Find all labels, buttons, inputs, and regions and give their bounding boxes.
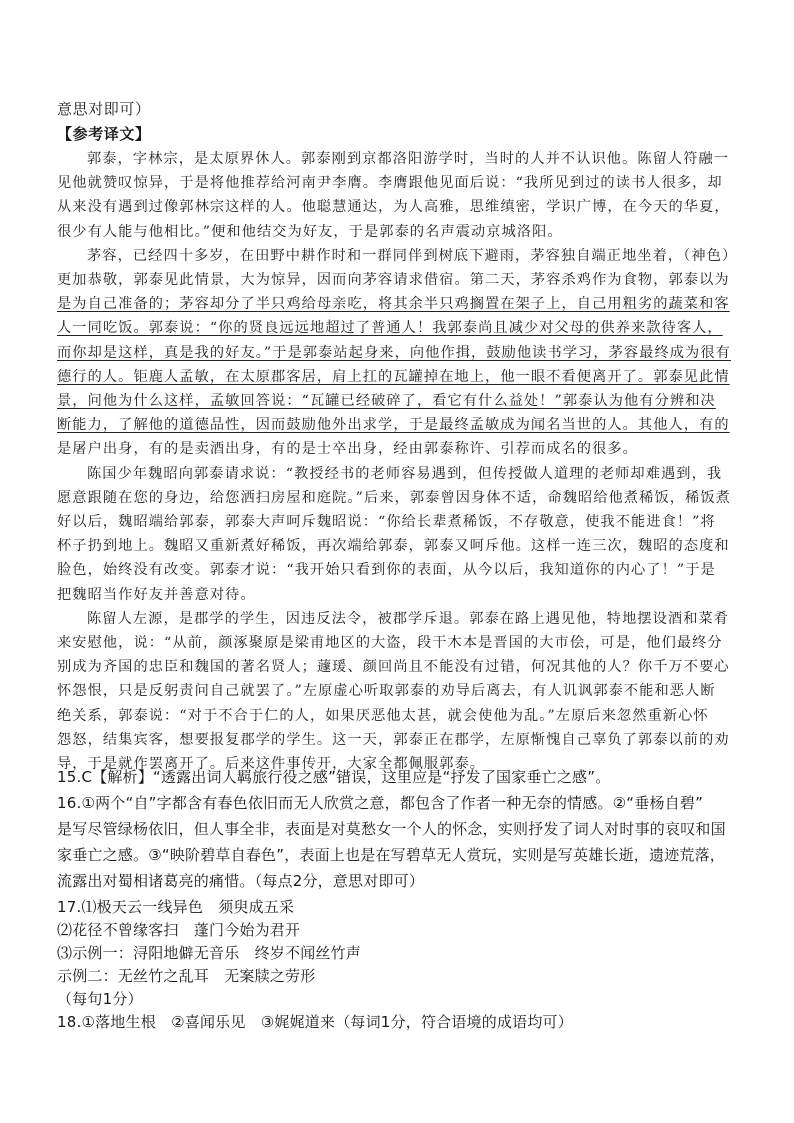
translation-line: 更加恭敬，郭泰见此情景，大为惊异，因而向茅容请求借宿。第二天，茅容杀鸡作为食物，郭泰以为 bbox=[57, 272, 730, 288]
translation-line: 杯子扔到地上。魏昭又重新煮好稀饭，再次端给郭泰，郭泰又呵斥他。这样一连三次，魏昭的态度和 bbox=[57, 538, 730, 555]
answer-line: 示例二：无丝竹之乱耳 无案牍之劳形 bbox=[57, 967, 316, 985]
answer-line: 18.①落地生根 ②喜闻乐见 ③娓娓道来（每词1分，符合语境的成语均可） bbox=[57, 1013, 573, 1031]
translation-line: 脸色，始终没有改变。郭泰才说：“我开始只看到你的表面，从今以后，我知道你的内心了！”于是 bbox=[57, 562, 716, 579]
translation-line: 陈国少年魏昭向郭泰请求说：“教授经书的老师容易遇到，但传授做人道理的老师却难遇到，我 bbox=[87, 465, 723, 482]
answer-line: 家垂亡之感。③“映阶碧草自春色”，表面上也是在写碧草无人赏玩，实则是写英雄长逝，遗迹荒落， bbox=[57, 846, 725, 864]
translation-line: 陈留人左源，是郡学的学生，因违反法令，被郡学斥退。郭泰在路上遇见他，特地摆设酒和菜肴 bbox=[87, 610, 730, 627]
translation-line: 茅容，已经四十多岁，在田野中耕作时和一群同伴到树底下避雨，茅容独自端正地坐着，（神色） bbox=[87, 247, 738, 264]
translation-line: 好以后，魏昭端给郭泰，郭泰大声呵斥魏昭说：“你给长辈煮稀饭，不存敬意，使我不能进食！”将 bbox=[57, 514, 716, 530]
translation-line: 把魏昭当作好友并善意对待。 bbox=[57, 586, 256, 603]
answer-line: 是写尽管绿杨依旧，但人事全非，表面是对莫愁女一个人的怀念，实则抒发了词人对时事的哀叹和国 bbox=[57, 820, 726, 838]
translation-line: 人一同吃饭。郭泰说：“你的贤良远远地超过了普通人！我郭泰尚且减少对父母的供养来款待客人， bbox=[57, 320, 723, 337]
answer-line: ⑶示例一：浔阳地僻无音乐 终岁不闻丝竹声 bbox=[57, 944, 362, 962]
translation-line: 德行的人。钜鹿人孟敏，在太原郡客居，肩上扛的瓦罐掉在地上，他一眼不看便离开了。郭泰见此情 bbox=[57, 368, 730, 385]
translation-line: 导，于是就作罢离开了。后来这件事传开，大家全都佩服郭泰。 bbox=[57, 756, 486, 772]
answer-line: 17.⑴极天云一线异色 须臾成五采 bbox=[57, 898, 295, 916]
translation-line: 怨怒，结集宾客，想要报复郡学的学生。这一天，郭泰正在郡学，左原惭愧自己辜负了郭泰以前的劝 bbox=[57, 731, 730, 748]
answer-line: 15.C【解析】“透露出词人羁旅行役之感”错误，这里应是“抒发了国家垂亡之感”。 bbox=[57, 768, 611, 786]
section-title: 【参考译文】 bbox=[57, 125, 151, 143]
translation-line: 怀怨恨，只是反躬责问自己就罢了。”左原虚心听取郭泰的劝导后离去，有人讥讽郭泰不能和恶人断 bbox=[57, 683, 716, 700]
translation-line: 愿意跟随在您的身边，给您洒扫房屋和庭院。”后来，郭泰曾因身体不适，命魏昭给他煮稀饭，稀饭煮 bbox=[57, 489, 731, 506]
translation-line: 来安慰他，说：“从前，颜涿聚原是梁甫地区的大盗，段干木本是晋国的大市侩，可是，他们最终分 bbox=[57, 635, 723, 651]
translation-line: 而你却是这样，真是我的好友。”于是郭泰站起身来，向他作揖，鼓励他读书学习，茅容最终成为很有 bbox=[57, 344, 731, 361]
translation-line: 见他就赞叹惊异，于是将他推荐给河南尹李膺。李膺跟他见面后说：“我所见到过的读书人很多，却 bbox=[57, 175, 723, 192]
translation-line: 是屠户出身，有的是卖酒出身，有的是士卒出身，经由郭泰称许、引荐而成名的很多。 bbox=[57, 441, 638, 458]
translation-line: 是为自己准备的；茅容却分了半只鸡给母亲吃，将其余半只鸡搁置在架子上，自己用粗劣的蔬菜和客 bbox=[57, 296, 730, 313]
translation-line: 断能力，了解他的道德品性，因而鼓励他外出求学，于是最终孟敏成为闻名当世的人。其他人，有的 bbox=[57, 417, 730, 434]
translation-line: 绝关系，郭泰说：“对于不合于仁的人，如果厌恶他太甚，就会使他为乱。”左原后来忽然重新心怀 bbox=[57, 707, 709, 724]
translation-line: 从来没有遇到过像郭林宗这样的人。他聪慧通达，为人高雅，思维缜密，学识广博，在今天的华夏， bbox=[57, 199, 730, 216]
translation-line: 别成为齐国的忠臣和魏国的著名贤人；蘧瑗、颜回尚且不能没有过错，何况其他的人？你千万不要心 bbox=[57, 659, 730, 676]
translation-line: 很少有人能与他相比。”便和他结交为好友，于是郭泰的名声震动京城洛阳。 bbox=[57, 223, 563, 240]
answer-line: 流露出对蜀相诸葛亮的痛惜。（每点2分，意思对即可） bbox=[57, 872, 425, 890]
answer-line: （每句1分） bbox=[57, 990, 143, 1008]
answer-line: 16.①两个“自”字都含有春色依旧而无人欣赏之意，都包含了作者一种无奈的情感。②“垂杨自碧” bbox=[57, 794, 704, 812]
translation-line: 景，问他为什么这样，孟敏回答说：“瓦罐已经破碎了，看它有什么益处！”郭泰认为他有分辨和决 bbox=[57, 393, 716, 409]
continued-note: 意思对即可） bbox=[57, 100, 151, 118]
answer-line: ⑵花径不曾缘客扫 蓬门今始为君开 bbox=[57, 921, 301, 939]
translation-line: 郭泰，字林宗，是太原界休人。郭泰刚到京都洛阳游学时，当时的人并不认识他。陈留人符融一 bbox=[87, 151, 730, 167]
